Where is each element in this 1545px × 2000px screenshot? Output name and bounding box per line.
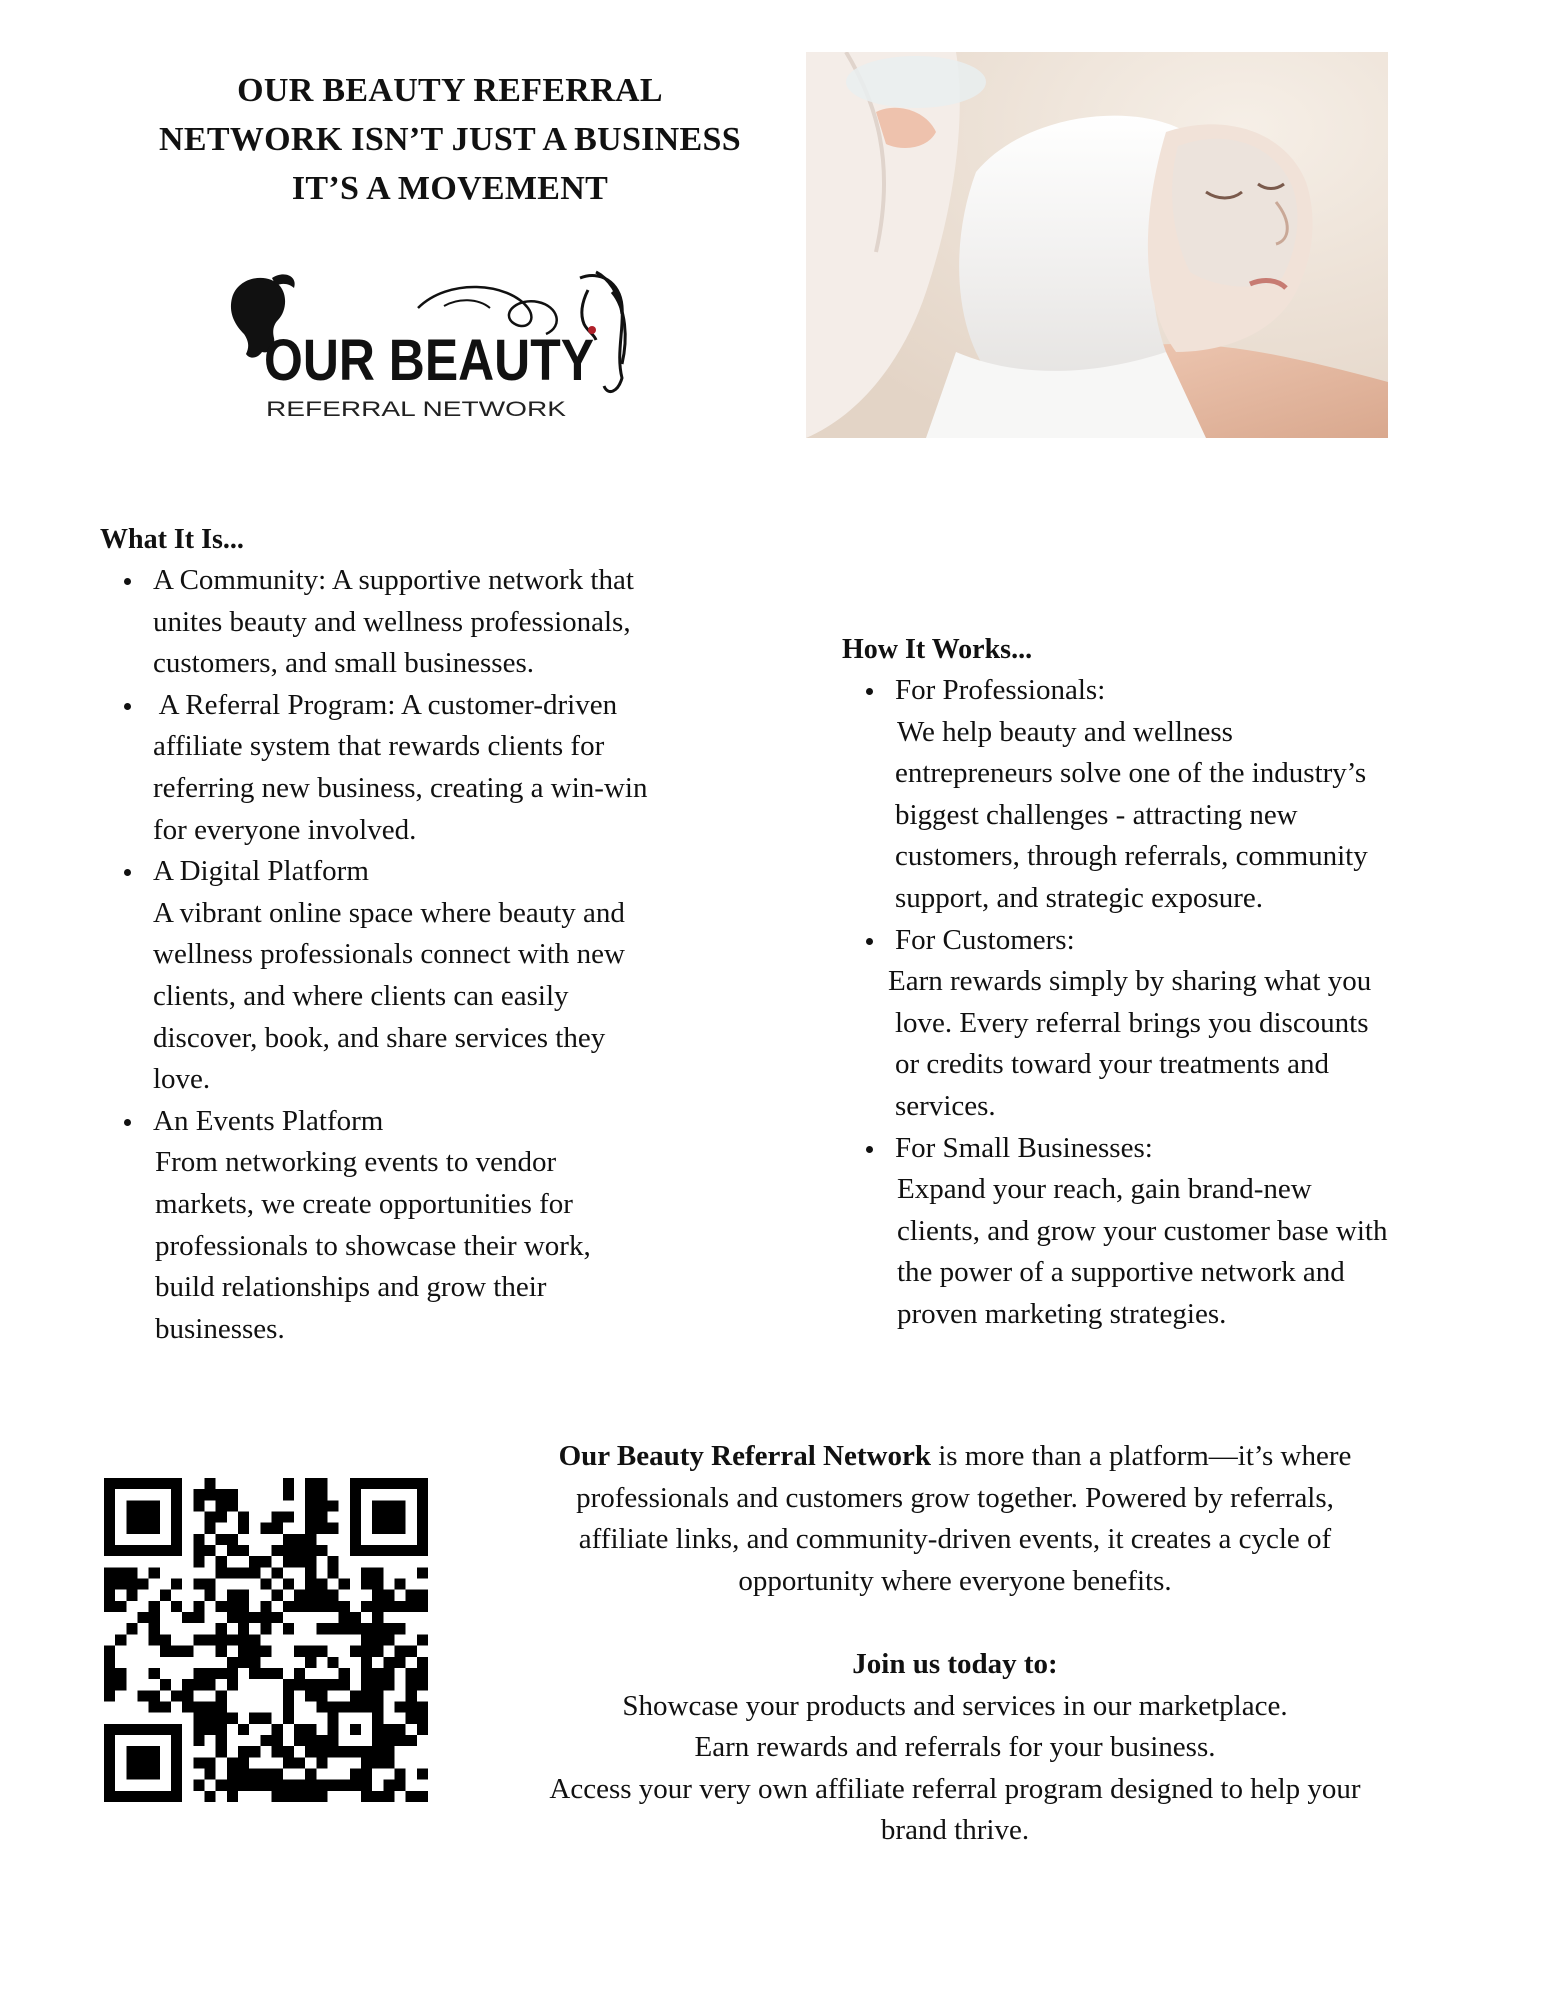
list-line: For Small Businesses: xyxy=(895,1131,1153,1164)
bullet-icon xyxy=(124,869,131,876)
list-line: support, and strategic exposure. xyxy=(895,881,1264,914)
list-line: services. xyxy=(895,1089,996,1122)
list-line: wellness professionals connect with new xyxy=(153,938,625,971)
list-line: love. Every referral brings you discounts xyxy=(895,1006,1369,1039)
logo-tagline: REFERRAL NETWORK xyxy=(266,398,566,421)
qr-code-graphic xyxy=(104,1478,428,1802)
summary-line-4: opportunity where everyone benefits. xyxy=(738,1564,1172,1597)
list-line: the power of a supportive network and xyxy=(897,1256,1345,1289)
list-line: professionals to showcase their work, xyxy=(155,1229,591,1262)
spa-facial-photo xyxy=(806,52,1388,438)
list-line: proven marketing strategies. xyxy=(897,1297,1227,1330)
join-line-2: Earn rewards and referrals for your business. xyxy=(694,1731,1216,1764)
headline-line-1: OUR BEAUTY REFERRAL xyxy=(237,72,663,109)
join-line-4: brand thrive. xyxy=(880,1814,1030,1847)
list-line: entrepreneurs solve one of the industry’s xyxy=(895,757,1367,790)
list-line: A vibrant online space where beauty and xyxy=(153,896,625,929)
list-line: clients, and where clients can easily xyxy=(153,979,569,1012)
brand-logo xyxy=(228,268,648,428)
how-it-works-title: How It Works... xyxy=(842,634,1033,665)
list-line: For Customers: xyxy=(895,923,1075,956)
what-it-is-list xyxy=(100,560,720,1350)
summary-line-3: affiliate links, and community-driven events, it creates a cycle of xyxy=(578,1523,1332,1556)
list-line: A Community: A supportive network that xyxy=(153,564,634,596)
list-line: unites beauty and wellness professionals, xyxy=(153,605,631,638)
summary-line-1-rest: is more than a platform—it’s where xyxy=(930,1440,1352,1472)
list-line: Earn rewards simply by sharing what you xyxy=(888,965,1372,998)
qr-code[interactable] xyxy=(104,1478,428,1802)
list-line: love. xyxy=(153,1063,211,1096)
bullet-icon xyxy=(866,688,873,695)
bullet-icon xyxy=(866,938,873,945)
summary-brand: Our Beauty Referral Network xyxy=(558,1440,931,1472)
list-item xyxy=(100,851,720,1101)
bullet-icon xyxy=(124,1119,131,1126)
list-line: build relationships and grow their xyxy=(155,1271,547,1304)
how-it-works-section xyxy=(842,630,1462,1336)
list-line: markets, we create opportunities for xyxy=(155,1187,573,1220)
logo-wordmark: OUR BEAUTY xyxy=(264,328,594,393)
list-line: or credits toward your treatments and xyxy=(895,1048,1330,1081)
join-title: Join us today to: xyxy=(852,1647,1058,1680)
list-line: A Digital Platform xyxy=(153,855,369,888)
list-item xyxy=(100,1101,720,1351)
bullet-icon xyxy=(866,1146,873,1153)
list-line: clients, and grow your customer base with xyxy=(897,1214,1388,1247)
bullet-icon xyxy=(124,703,131,710)
join-line-3: Access your very own affiliate referral program designed to help your xyxy=(549,1772,1361,1805)
list-item xyxy=(842,920,1462,1128)
list-line: An Events Platform xyxy=(153,1104,384,1137)
list-line: Expand your reach, gain brand-new xyxy=(897,1173,1312,1206)
what-it-is-title: What It Is... xyxy=(100,524,244,555)
list-item xyxy=(100,560,720,685)
list-line: referring new business, creating a win-win xyxy=(153,771,648,804)
list-item xyxy=(842,1128,1462,1336)
headline-line-3: IT’S A MOVEMENT xyxy=(291,170,609,207)
list-item xyxy=(100,685,720,851)
list-line: businesses. xyxy=(155,1312,285,1345)
list-line: customers, and small businesses. xyxy=(153,647,534,680)
how-it-works-list xyxy=(842,670,1462,1336)
list-line: affiliate system that rewards clients for xyxy=(153,730,605,763)
headline-line-2: NETWORK ISN’T JUST A BUSINESS xyxy=(159,121,741,158)
list-line: customers, through referrals, community xyxy=(895,840,1368,873)
list-line: For Professionals: xyxy=(895,674,1106,706)
page-headline xyxy=(100,66,800,213)
bullet-icon xyxy=(124,578,131,585)
list-item xyxy=(842,670,1462,920)
logo-graphic xyxy=(228,268,648,428)
list-line: biggest challenges - attracting new xyxy=(895,798,1298,831)
list-line: From networking events to vendor xyxy=(155,1146,557,1179)
list-line: We help beauty and wellness xyxy=(897,715,1233,748)
list-line: A Referral Program: A customer-driven xyxy=(153,688,618,721)
list-line: for everyone involved. xyxy=(153,813,417,846)
what-it-is-section xyxy=(100,520,720,1350)
list-line: discover, book, and share services they xyxy=(153,1021,606,1054)
summary-line-2: professionals and customers grow together. Powered by referrals, xyxy=(576,1481,1334,1514)
summary-block xyxy=(500,1436,1410,1852)
join-line-1: Showcase your products and services in our marketplace. xyxy=(622,1689,1288,1722)
summary-line-1 xyxy=(500,1436,1410,1478)
